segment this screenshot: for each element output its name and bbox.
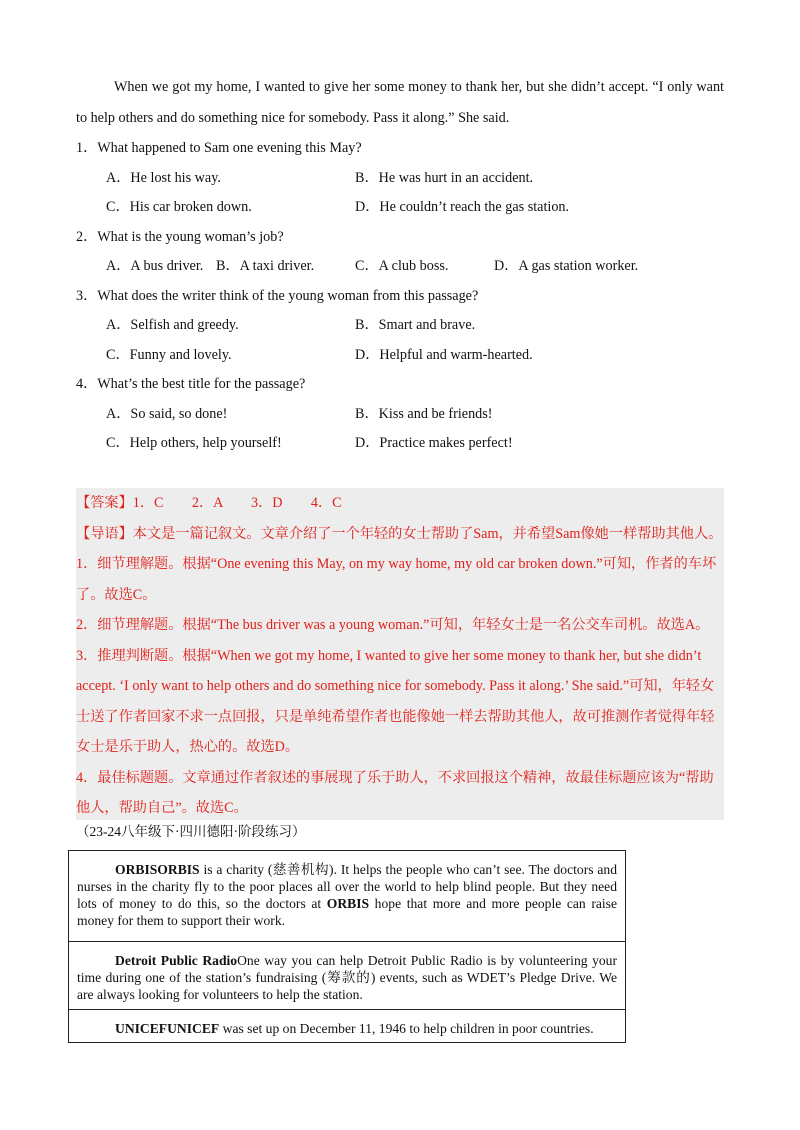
question-3-option-b: B．Smart and brave. — [355, 317, 476, 333]
question-1-option-d: D．He couldn’t reach the gas station. — [355, 199, 570, 215]
table-row-unicef — [69, 1009, 625, 1042]
question-4-option-c: C．Help others, help yourself! — [106, 435, 282, 451]
answer-guide: 【导语】本文是一篇记叙文。文章介绍了一个年轻的女士帮助了Sam，并希望Sam像她一样帮助其他人。 — [76, 525, 723, 542]
question-2-option-c: C．A club boss. — [355, 258, 449, 274]
passage-ending: When we got my home, I wanted to give her some money to thank her, but she didn’t accept. “I only want to help others and do something nice for somebody. Pass it along.” She said. — [76, 79, 724, 126]
question-4-option-b: B．Kiss and be friends! — [355, 406, 493, 422]
detroit-radio-text: One way you can help Detroit Public Radio is by volunteering your time during one of the station’s fundraising (筹款的) events, such as WDET’s Pledge Drive. We are always looking for volunteers to help the station. — [77, 953, 617, 1002]
question-1-option-b: B．He was hurt in an accident. — [355, 170, 534, 186]
question-2-option-a: A．A bus driver. — [106, 258, 204, 274]
question-2-option-b: B．A taxi driver. — [216, 258, 315, 274]
question-4-stem: 4．What’s the best title for the passage? — [76, 376, 306, 392]
question-3-option-a: A．Selfish and greedy. — [106, 317, 239, 333]
question-4-option-a: A．So said, so done! — [106, 406, 228, 422]
unicef-text: was set up on December 11, 1946 to help children in poor countries. — [219, 1021, 594, 1036]
detroit-radio-title: Detroit Public Radio — [115, 953, 238, 968]
answer-explanation-1: 1．细节理解题。根据“One evening this May, on my way home, my old car broken down.”可知，作者的车坏了。故选C。 — [76, 556, 717, 603]
question-1-option-c: C．His car broken down. — [106, 199, 252, 215]
table-row-orbis — [69, 851, 625, 941]
orbis-title: ORBISORBIS — [115, 862, 200, 877]
question-1-option-a: A．He lost his way. — [106, 170, 221, 186]
question-3-stem: 3．What does the writer think of the young woman from this passage? — [76, 288, 479, 304]
question-4-option-d: D．Practice makes perfect! — [355, 435, 513, 451]
question-2-stem: 2．What is the young woman’s job? — [76, 229, 284, 245]
question-1-stem: 1．What happened to Sam one evening this May? — [76, 140, 362, 156]
table-row-detroit-radio — [69, 941, 625, 1009]
orbis-name: ORBIS — [326, 896, 370, 911]
orbis-text: is a charity (慈善机构). It helps the people who can’t see. The doctors and nurses in the charity fly to the poor places all over the world to help blind people. But they need lots of money to do this, so the doctors at — [77, 862, 617, 911]
answer-explanation-4: 4．最佳标题题。文章通过作者叙述的事展现了乐于助人，不求回报这个精神，故最佳标题应该为“帮助他人，帮助自己”。故选C。 — [76, 769, 714, 816]
question-source: （23-24八年级下·四川德阳·阶段练习） — [76, 824, 306, 839]
unicef-title: UNICEFUNICEF — [115, 1021, 220, 1036]
question-2-option-d: D．A gas station worker. — [494, 258, 639, 274]
answer-explanation-3: 3．推理判断题。根据“When we got my home, I wanted to give her some money to thank her, but she didn’t accept. ‘I only want to help others and do something nice for somebody. Pass it along.’ She said.”可知，年轻女士送了作者回家不求一点回报，只是单纯希望作者也能像她一样去帮助其他人，故可推测作者觉得年轻女士是乐于助人，热心的。故选D。 — [76, 647, 715, 755]
charity-table — [68, 850, 626, 1043]
answer-explanation-2: 2．细节理解题。根据“The bus driver was a young woman.”可知，年轻女士是一名公交车司机。故选A。 — [76, 617, 710, 633]
answer-section — [76, 488, 724, 824]
answer-key: 【答案】1．C 2．A 3．D 4．C — [76, 495, 342, 511]
question-3-option-d: D．Helpful and warm-hearted. — [355, 347, 533, 363]
orbis-text-end: hope that more and more people can raise money for them to support their work. — [77, 896, 617, 928]
question-3-option-c: C．Funny and lovely. — [106, 347, 232, 363]
